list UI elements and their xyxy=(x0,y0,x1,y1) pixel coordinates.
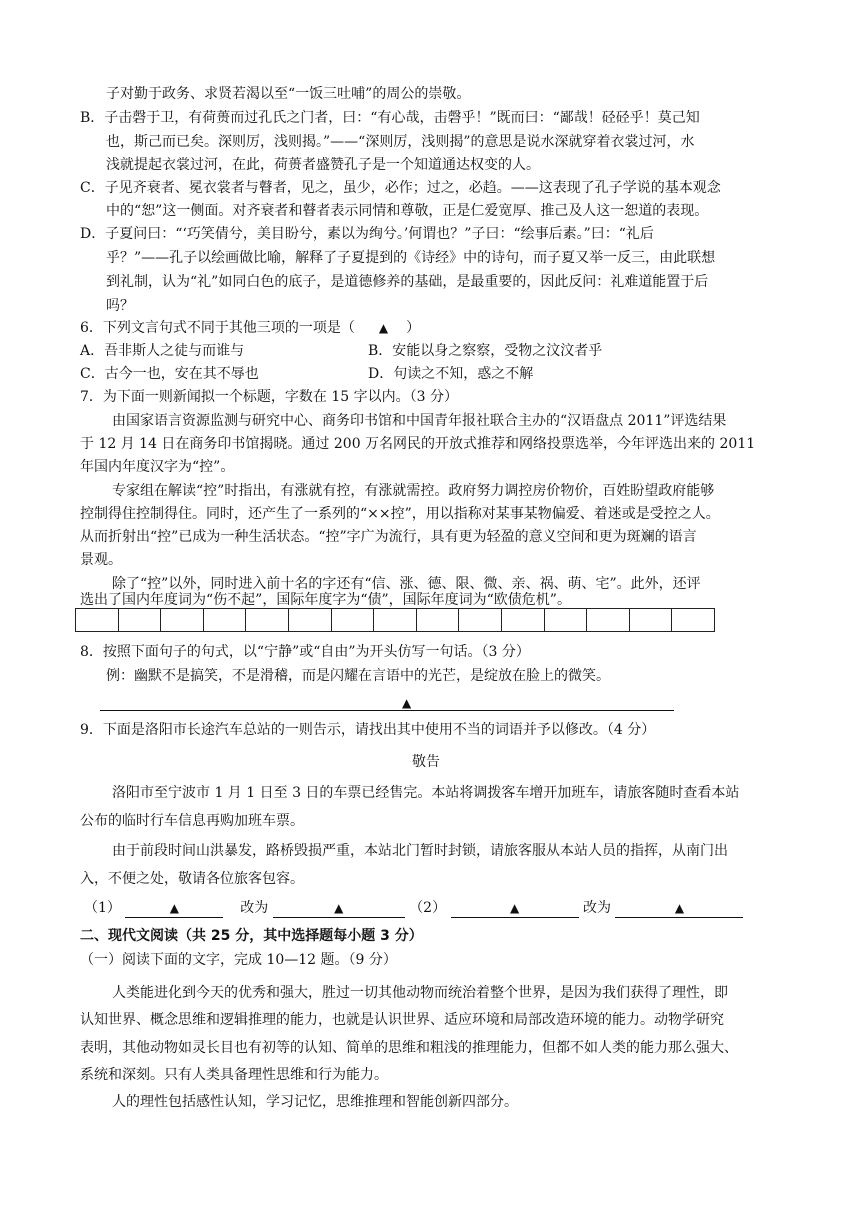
answer-grid-cell[interactable] xyxy=(459,609,502,631)
q9-stem: 9．下面是洛阳市长途汽车总站的一则告示，请找出其中使用不当的词语并予以修改。（4 分） xyxy=(80,722,656,738)
q7-news-p1-line2: 于 12 月 14 日在商务印书馆揭晓。通过 200 万名网民的开放式推荐和网络投票选举，今年评选出来的 2011 xyxy=(80,436,756,452)
answer-grid-cell[interactable] xyxy=(374,609,417,631)
q6-option-c: C．古今一也，安在其不辱也 xyxy=(80,366,259,382)
q7-news-p2-line2: 控制得住控制得住。同时，还产生了一系列的“××控”，用以指称对某事某物偏爱、着迷或是受控之人。 xyxy=(80,506,720,522)
q9-answer-1-wrong-word[interactable] xyxy=(125,899,223,918)
q6-option-b: B．安能以身之察察，受物之汶汶者乎 xyxy=(368,343,603,359)
q7-news-p1-line1: 由国家语言资源监测与研究中心、商务印书馆和中国青年报社联合主办的“汉语盘点 2011”评选结果 xyxy=(112,413,727,429)
q8-answer-line[interactable] xyxy=(100,710,674,711)
section-2-title: 二、现代文阅读（共 25 分，其中选择题每小题 3 分） xyxy=(80,928,423,944)
answer-grid-cell[interactable] xyxy=(630,609,673,631)
section-2-subtitle: （一）阅读下面的文字，完成 10—12 题。（9 分） xyxy=(80,952,397,968)
answer-grid-cell[interactable] xyxy=(545,609,588,631)
answer-mark-icon: ▲ xyxy=(402,696,412,710)
q5-option-d-line3: 到礼制，认为“礼”如同白色的底子，是道德修养的基础，是最重要的，因此反问：礼难道能置于后 xyxy=(106,274,709,290)
passage-p2: 人的理性包括感性认知，学习记忆，思维推理和智能创新四部分。 xyxy=(112,1094,518,1110)
answer-mark-icon: ▲ xyxy=(169,901,179,915)
answer-grid-cell[interactable] xyxy=(672,609,714,631)
answer-grid-cell[interactable] xyxy=(332,609,375,631)
q5-option-b-line3: 浅就提起衣裳过河，在此，荷蒉者盛赞孔子是一个知道通达权变的人。 xyxy=(106,157,540,173)
q6-option-a: A．吾非斯人之徒与而谁与 xyxy=(80,343,245,359)
q9-answer-1-label: （1） xyxy=(84,900,121,916)
q9-answer-1-correction[interactable] xyxy=(273,899,405,918)
q7-news-p2-line3: 从而折射出“控”已成为一种生活状态。“控”字广为流行，具有更为轻盈的意义空间和更为斑斓的语言 xyxy=(80,529,697,545)
q7-news-p3-line1: 除了“控”以外，同时进入前十名的字还有“信、涨、德、限、微、亲、祸、萌、宅”。此外，还评 xyxy=(112,576,701,592)
q6-option-d: D．句读之不知，惑之不解 xyxy=(368,366,534,382)
q7-news-p3-line2: 选出了国内年度词为“伤不起”，国际年度字为“债”，国际年度词为“欧债危机”。 xyxy=(80,592,571,608)
q6-stem-end: ） xyxy=(406,320,421,336)
notice-p2-line1: 由于前段时间山洪暴发，路桥毁损严重，本站北门暂时封锁，请旅客服从本站人员的指挥，从南门出 xyxy=(112,843,728,859)
answer-grid-cell[interactable] xyxy=(246,609,289,631)
q5-option-a-tail: 子对勤于政务、求贤若渴以至“一饭三吐哺”的周公的崇敬。 xyxy=(106,86,471,102)
q9-answer-2-correction[interactable] xyxy=(615,899,743,918)
q6-stem xyxy=(80,318,420,338)
answer-grid-cell[interactable] xyxy=(289,609,332,631)
q9-answer-2-wrong-word[interactable] xyxy=(451,899,579,918)
title-answer-grid[interactable] xyxy=(75,608,715,632)
q7-news-p2-line1: 专家组在解读“控”时指出，有涨就有控，有涨就需控。政府努力调控房价物价，百姓盼望政府能够 xyxy=(112,483,715,499)
q5-option-d-line4: 吗？ xyxy=(106,298,134,314)
q5-option-c-line2: 中的“恕”这一侧面。对齐衰者和瞽者表示同情和尊敬，正是仁爱宽厚、推己及人这一恕道的表现。 xyxy=(106,203,709,219)
passage-p1-line2: 认知世界、概念思维和逻辑推理的能力，也就是认识世界、适应环境和局部改造环境的能力。动物学研究 xyxy=(80,1012,724,1028)
answer-mark-icon: ▲ xyxy=(674,901,685,915)
q8-stem: 8．按照下面句子的句式，以“宁静”或“自由”为开头仿写一句话。（3 分） xyxy=(80,644,530,660)
answer-grid-cell[interactable] xyxy=(161,609,204,631)
q5-option-b-line1: B．子击磬于卫，有荷蒉而过孔氏之门者，曰：“有心哉，击磬乎！”既而曰：“鄙哉！硁硁乎！莫己知 xyxy=(80,110,700,126)
answer-grid-cell[interactable] xyxy=(417,609,460,631)
q9-answer-2-label: （2） xyxy=(409,900,447,916)
answer-grid-cell[interactable] xyxy=(76,609,119,631)
q8-example: 例：幽默不是搞笑，不是滑稽，而是闪耀在言语中的光芒，是绽放在脸上的微笑。 xyxy=(106,668,610,684)
q5-option-c-line1: C．子见齐衰者、冕衣裳者与瞽者，见之，虽少，必作；过之，必趋。——这表现了孔子学说的基本观念 xyxy=(80,180,721,196)
answer-grid-cell[interactable] xyxy=(204,609,247,631)
notice-p1-line2: 公布的临时行车信息再购加班车票。 xyxy=(80,813,304,829)
passage-p1-line1: 人类能进化到今天的优秀和强大，胜过一切其他动物而统治着整个世界，是因为我们获得了理性，即 xyxy=(112,985,728,1001)
notice-p1-line1: 洛阳市至宁波市 1 月 1 日至 3 日的车票已经售完。本站将调拨客车增开加班车，请旅客随时查看本站 xyxy=(112,785,740,801)
q9-answer-row xyxy=(84,898,743,918)
passage-p1-line3: 表明，其他动物如灵长目也有初等的认知、简单的思维和粗浅的推理能力，但都不如人类的能力那么强大、 xyxy=(80,1040,738,1056)
q9-change-to-label: 改为 xyxy=(583,900,612,916)
q5-option-b-line2: 也，斯己而已矣。深则厉，浅则揭。”——“深则厉，浅则揭”的意思是说水深就穿着衣裳过河，水 xyxy=(106,134,695,150)
q5-option-d-line2: 乎？”——孔子以绘画做比喻，解释了子夏提到的《诗经》中的诗句，而子夏又举一反三，由此联想 xyxy=(106,250,716,266)
q6-stem-text: 6．下列文言句式不同于其他三项的一项是（ xyxy=(80,320,355,336)
answer-mark-icon: ▲ xyxy=(378,321,389,335)
answer-mark-icon: ▲ xyxy=(509,901,520,915)
answer-grid-cell[interactable] xyxy=(119,609,162,631)
answer-mark-icon: ▲ xyxy=(334,901,344,915)
q7-stem: 7．为下面一则新闻拟一个标题，字数在 15 字以内。（3 分） xyxy=(80,389,458,405)
q7-news-p1-line3: 年国内年度汉字为“控”。 xyxy=(80,459,235,475)
notice-p2-line2: 入，不便之处，敬请各位旅客包容。 xyxy=(80,871,304,887)
q9-change-to-label: 改为 xyxy=(240,900,269,916)
answer-grid-cell[interactable] xyxy=(587,609,630,631)
answer-grid-cell[interactable] xyxy=(502,609,545,631)
q7-news-p2-line4: 景观。 xyxy=(80,552,122,568)
notice-title: 敬告 xyxy=(412,754,440,770)
q5-option-d-line1: D．子夏问曰：“‘巧笑倩兮，美目盼兮，素以为绚兮。’何谓也？”子曰：“绘事后素。”曰：“礼后 xyxy=(80,226,654,242)
passage-p1-line4: 系统和深刻。只有人类具备理性思维和行为能力。 xyxy=(80,1067,388,1083)
